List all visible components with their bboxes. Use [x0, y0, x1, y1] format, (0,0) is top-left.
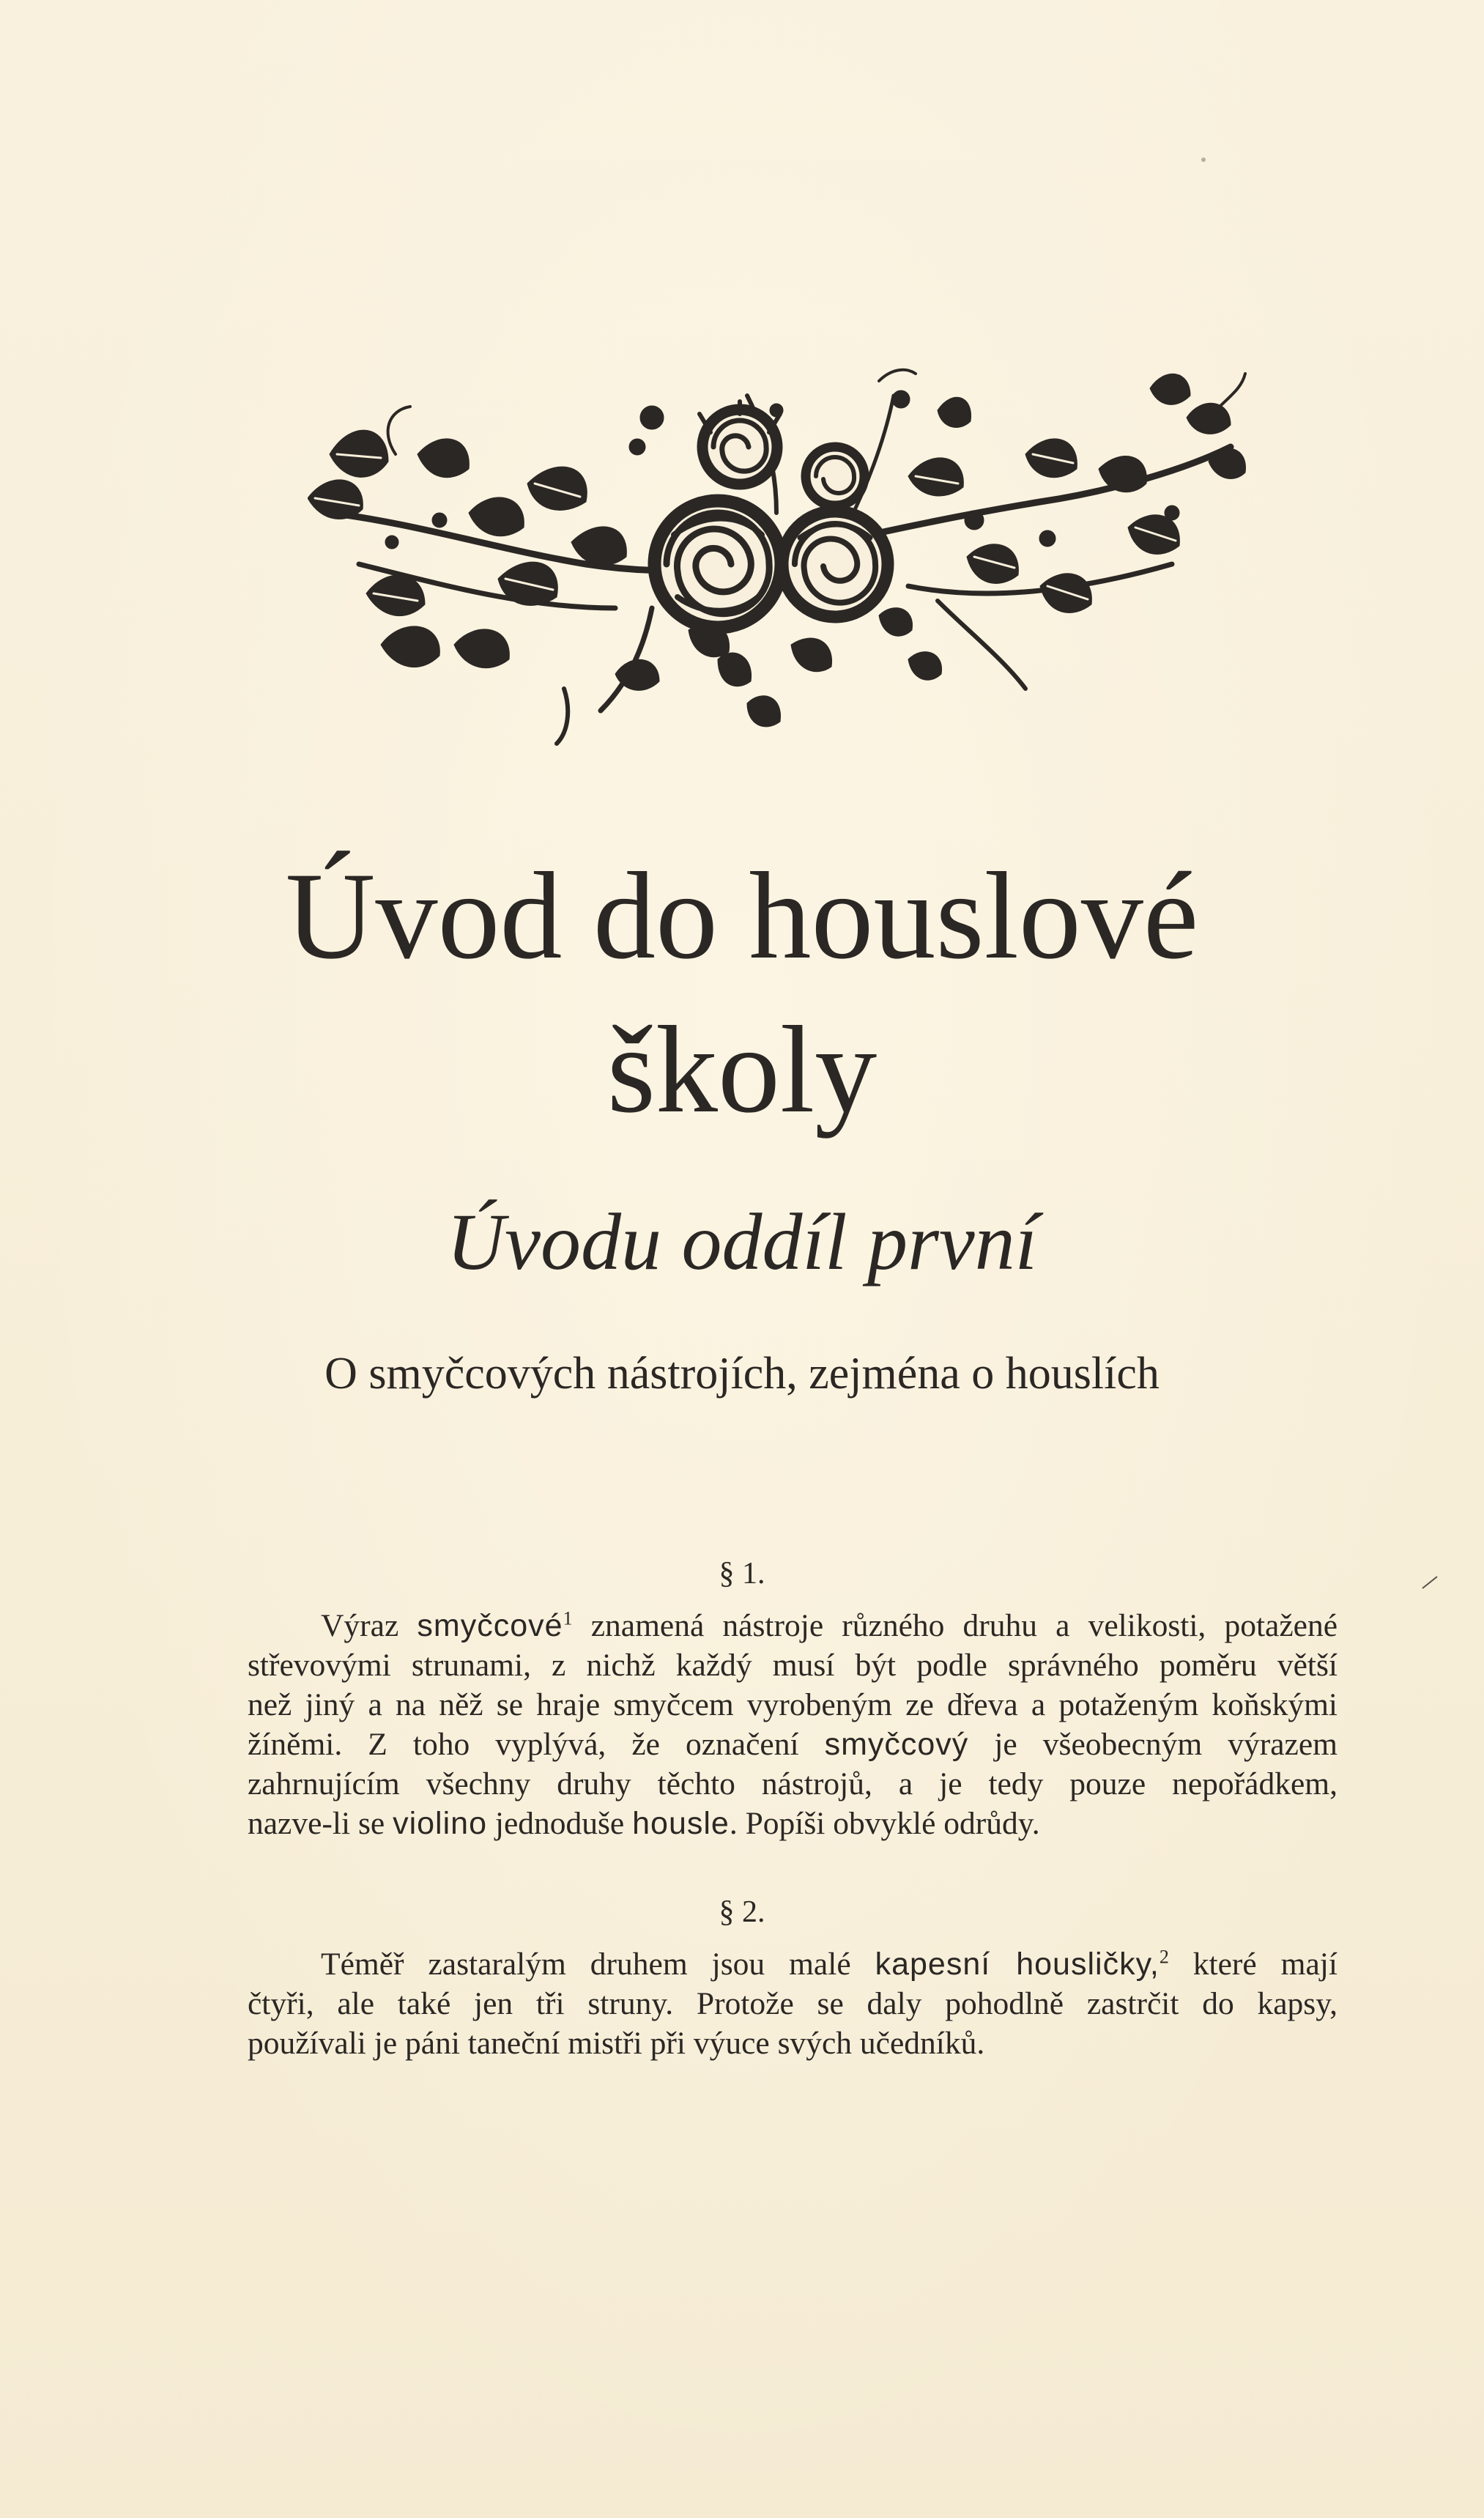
text-run: nazve-li se	[248, 1806, 393, 1841]
text-run: používali je páni taneční mistři při výuce svých učedníků.	[248, 2026, 985, 2061]
floral-ornament-icon	[308, 366, 1253, 747]
text-run: čtyři, ale také jen tři struny. Protože se daly pohodlně zastrčit do kapsy,	[248, 1986, 1338, 2021]
paragraph-line	[248, 1606, 1338, 1645]
paragraph-number-2: § 2.	[719, 1895, 765, 1929]
title-line-2: školy	[606, 1001, 878, 1138]
emphasized-term: housle	[632, 1806, 730, 1841]
paragraph-line	[248, 1764, 1338, 1804]
paragraph-line	[248, 1645, 1338, 1685]
paragraph-line	[248, 2023, 1338, 2063]
emphasized-term: violino	[393, 1806, 487, 1841]
title-line-1: Úvod do houslové	[285, 847, 1199, 985]
paragraph-number-1: § 1.	[719, 1557, 765, 1591]
section-title: Úvodu oddíl první	[446, 1197, 1038, 1286]
text-run: zahrnujícím všechny druhy těchto nástrojů, a je tedy pouze nepořádkem,	[248, 1766, 1338, 1802]
paragraph-line	[248, 1804, 1338, 1843]
text-run: než jiný a na něž se hraje smyčcem vyrobeným ze dřeva a potaženým koňskými	[248, 1687, 1338, 1722]
pencil-tick-mark-icon	[1421, 1574, 1439, 1591]
text-run: střevovými strunami, z nichž každý musí být podle správného poměru větší	[248, 1648, 1338, 1683]
emphasized-term: smyčcový	[824, 1727, 969, 1762]
text-run: Výraz	[321, 1608, 418, 1643]
footnote-marker: 2	[1159, 1946, 1169, 1968]
text-run: Téměř zastaralým druhem jsou malé	[321, 1947, 875, 1982]
text-run: znamená nástroje různého druhu a velikosti, potažené	[572, 1608, 1338, 1643]
paper-speck	[1201, 158, 1206, 162]
text-run: jednoduše	[486, 1806, 633, 1841]
text-run: je všeobecným výrazem	[968, 1727, 1338, 1762]
paragraph-line	[248, 1944, 1338, 1984]
emphasized-term: smyčcové	[417, 1608, 563, 1643]
footnote-marker: 1	[563, 1607, 573, 1629]
paragraph-line	[248, 1725, 1338, 1764]
paragraph-2	[248, 1944, 1338, 2063]
text-run: . Popíši obvyklé odrůdy.	[729, 1806, 1040, 1841]
paragraph-line	[248, 1984, 1338, 2023]
subtitle: O smyčcových nástrojích, zejména o houslích	[324, 1349, 1160, 1399]
paragraph-line	[248, 1685, 1338, 1725]
paragraph-1	[248, 1606, 1338, 1843]
text-run: žíněmi. Z toho vyplývá, že označení	[248, 1727, 825, 1762]
emphasized-term: kapesní housličky,	[875, 1947, 1160, 1982]
text-run: které mají	[1168, 1947, 1338, 1982]
